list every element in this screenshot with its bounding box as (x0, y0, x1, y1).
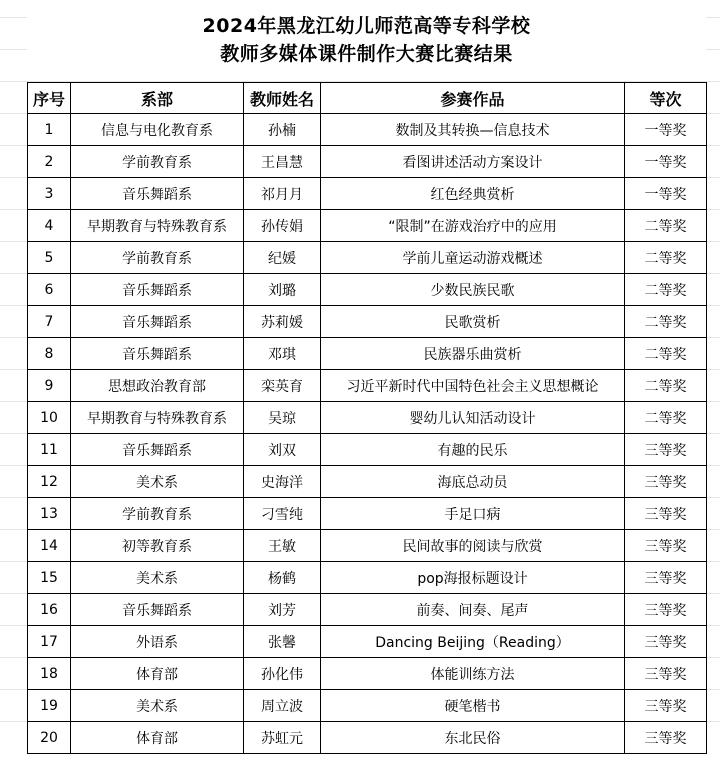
cell-teacher: 孙楠 (244, 114, 321, 146)
cell-no: 18 (28, 658, 71, 690)
cell-no: 7 (28, 306, 71, 338)
cell-no: 15 (28, 562, 71, 594)
cell-dept: 体育部 (71, 722, 244, 754)
cell-work: 学前儿童运动游戏概述 (321, 242, 625, 274)
cell-dept: 初等教育系 (71, 530, 244, 562)
cell-teacher: 张馨 (244, 626, 321, 658)
cell-rank: 三等奖 (625, 466, 707, 498)
cell-rank: 三等奖 (625, 530, 707, 562)
cell-teacher: 纪媛 (244, 242, 321, 274)
cell-dept: 学前教育系 (71, 242, 244, 274)
cell-dept: 美术系 (71, 562, 244, 594)
cell-teacher: 祁月月 (244, 178, 321, 210)
table-row (28, 338, 707, 370)
cell-dept: 音乐舞蹈系 (71, 306, 244, 338)
cell-rank: 三等奖 (625, 594, 707, 626)
cell-teacher: 王昌慧 (244, 146, 321, 178)
cell-dept: 学前教育系 (71, 146, 244, 178)
cell-rank: 二等奖 (625, 242, 707, 274)
header-rank: 等次 (625, 83, 707, 114)
table-row (28, 210, 707, 242)
header-no: 序号 (28, 83, 71, 114)
table-row (28, 626, 707, 658)
cell-rank: 一等奖 (625, 114, 707, 146)
cell-dept: 音乐舞蹈系 (71, 594, 244, 626)
table-row (28, 306, 707, 338)
cell-teacher: 栾英育 (244, 370, 321, 402)
cell-rank: 一等奖 (625, 146, 707, 178)
table-row (28, 178, 707, 210)
header-dept: 系部 (71, 83, 244, 114)
table-row (28, 498, 707, 530)
cell-teacher: 邓琪 (244, 338, 321, 370)
cell-work: 看图讲述活动方案设计 (321, 146, 625, 178)
table-row (28, 530, 707, 562)
cell-work: Dancing Beijing（Reading） (321, 626, 625, 658)
cell-rank: 二等奖 (625, 306, 707, 338)
cell-teacher: 吴琼 (244, 402, 321, 434)
cell-rank: 二等奖 (625, 370, 707, 402)
cell-teacher: 苏莉媛 (244, 306, 321, 338)
cell-no: 17 (28, 626, 71, 658)
cell-dept: 美术系 (71, 690, 244, 722)
cell-rank: 三等奖 (625, 498, 707, 530)
table-row (28, 402, 707, 434)
cell-rank: 三等奖 (625, 434, 707, 466)
cell-rank: 二等奖 (625, 210, 707, 242)
cell-no: 9 (28, 370, 71, 402)
cell-no: 14 (28, 530, 71, 562)
cell-no: 1 (28, 114, 71, 146)
cell-no: 10 (28, 402, 71, 434)
results-table (27, 82, 707, 754)
table-row (28, 594, 707, 626)
table-row (28, 114, 707, 146)
cell-no: 19 (28, 690, 71, 722)
results-body (28, 114, 707, 754)
cell-no: 4 (28, 210, 71, 242)
cell-dept: 思想政治教育部 (71, 370, 244, 402)
cell-no: 11 (28, 434, 71, 466)
cell-dept: 早期教育与特殊教育系 (71, 210, 244, 242)
cell-rank: 三等奖 (625, 562, 707, 594)
cell-no: 16 (28, 594, 71, 626)
header-teacher: 教师姓名 (244, 83, 321, 114)
document-title (27, 12, 706, 68)
cell-teacher: 刘璐 (244, 274, 321, 306)
cell-dept: 音乐舞蹈系 (71, 274, 244, 306)
cell-dept: 音乐舞蹈系 (71, 338, 244, 370)
cell-rank: 一等奖 (625, 178, 707, 210)
cell-rank: 三等奖 (625, 626, 707, 658)
table-row (28, 370, 707, 402)
cell-dept: 美术系 (71, 466, 244, 498)
cell-no: 12 (28, 466, 71, 498)
cell-teacher: 孙传娟 (244, 210, 321, 242)
table-row (28, 434, 707, 466)
cell-work: 民歌赏析 (321, 306, 625, 338)
cell-work: pop海报标题设计 (321, 562, 625, 594)
cell-teacher: 刁雪纯 (244, 498, 321, 530)
cell-rank: 三等奖 (625, 690, 707, 722)
table-row (28, 722, 707, 754)
cell-work: 海底总动员 (321, 466, 625, 498)
cell-teacher: 刘双 (244, 434, 321, 466)
cell-teacher: 孙化伟 (244, 658, 321, 690)
cell-dept: 音乐舞蹈系 (71, 178, 244, 210)
cell-rank: 三等奖 (625, 658, 707, 690)
cell-no: 8 (28, 338, 71, 370)
cell-dept: 体育部 (71, 658, 244, 690)
cell-rank: 三等奖 (625, 722, 707, 754)
cell-no: 13 (28, 498, 71, 530)
table-row (28, 690, 707, 722)
cell-dept: 音乐舞蹈系 (71, 434, 244, 466)
cell-dept: 外语系 (71, 626, 244, 658)
cell-work: 硬笔楷书 (321, 690, 625, 722)
cell-no: 5 (28, 242, 71, 274)
cell-work: 有趣的民乐 (321, 434, 625, 466)
cell-work: 习近平新时代中国特色社会主义思想概论 (321, 370, 625, 402)
cell-no: 6 (28, 274, 71, 306)
cell-work: “限制”在游戏治疗中的应用 (321, 210, 625, 242)
cell-work: 东北民俗 (321, 722, 625, 754)
cell-work: 体能训练方法 (321, 658, 625, 690)
cell-rank: 二等奖 (625, 274, 707, 306)
table-row (28, 466, 707, 498)
cell-work: 红色经典赏析 (321, 178, 625, 210)
cell-rank: 二等奖 (625, 338, 707, 370)
title-line-2: 教师多媒体课件制作大赛比赛结果 (220, 43, 513, 65)
table-row (28, 274, 707, 306)
cell-work: 手足口病 (321, 498, 625, 530)
title-line-1: 2024年黑龙江幼儿师范高等专科学校 (202, 15, 531, 37)
cell-work: 数制及其转换—信息技术 (321, 114, 625, 146)
cell-rank: 二等奖 (625, 402, 707, 434)
cell-no: 3 (28, 178, 71, 210)
cell-teacher: 史海洋 (244, 466, 321, 498)
cell-dept: 早期教育与特殊教育系 (71, 402, 244, 434)
table-row (28, 562, 707, 594)
cell-work: 少数民族民歌 (321, 274, 625, 306)
cell-teacher: 刘芳 (244, 594, 321, 626)
cell-work: 婴幼儿认知活动设计 (321, 402, 625, 434)
cell-no: 2 (28, 146, 71, 178)
header-work: 参赛作品 (321, 83, 625, 114)
cell-teacher: 杨鹤 (244, 562, 321, 594)
table-row (28, 242, 707, 274)
cell-teacher: 苏虹元 (244, 722, 321, 754)
cell-no: 20 (28, 722, 71, 754)
table-row (28, 146, 707, 178)
cell-work: 民间故事的阅读与欣赏 (321, 530, 625, 562)
cell-dept: 学前教育系 (71, 498, 244, 530)
cell-teacher: 周立波 (244, 690, 321, 722)
header-row (28, 83, 707, 114)
cell-work: 前奏、间奏、尾声 (321, 594, 625, 626)
cell-work: 民族器乐曲赏析 (321, 338, 625, 370)
table-row (28, 658, 707, 690)
cell-teacher: 王敏 (244, 530, 321, 562)
cell-dept: 信息与电化教育系 (71, 114, 244, 146)
